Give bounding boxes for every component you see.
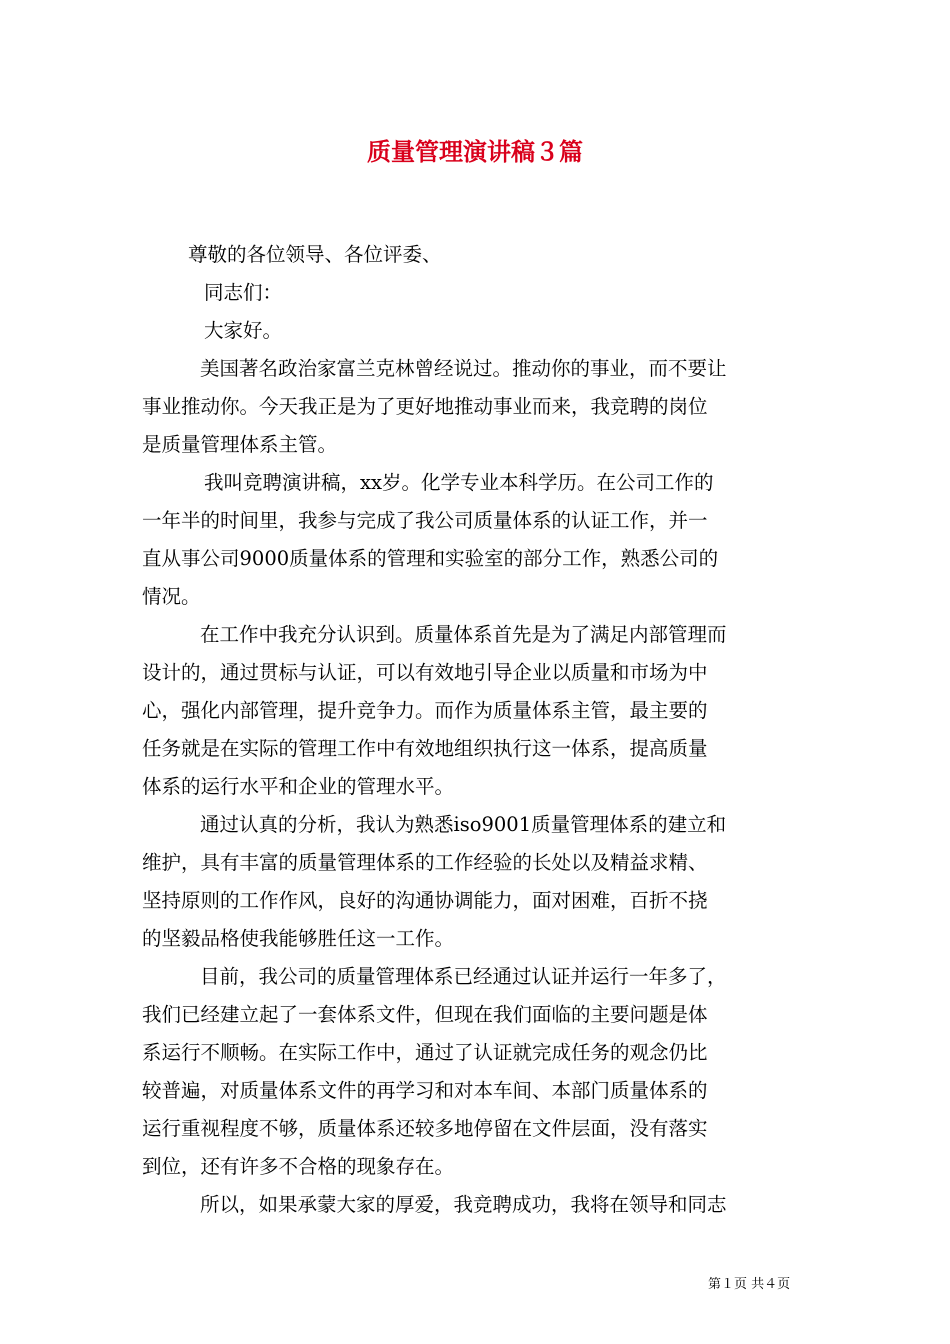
body-line: 是质量管理体系主管。 (142, 433, 338, 456)
body-line: 事业推动你。今天我正是为了更好地推动事业而来，我竞聘的岗位 (142, 395, 708, 418)
body-line: 心，强化内部管理，提升竞争力。而作为质量体系主管，最主要的 (142, 699, 708, 722)
body-line: 任务就是在实际的管理工作中有效地组织执行这一体系，提高质量 (142, 737, 708, 760)
body-line: 系运行不顺畅。在实际工作中，通过了认证就完成任务的观念仍比 (142, 1041, 708, 1064)
body-line: 同志们： (204, 281, 283, 304)
document-title: 质量管理演讲稿３篇 (367, 137, 583, 166)
body-line: 一年半的时间里，我参与完成了我公司质量体系的认证工作，并一 (142, 509, 708, 532)
body-line: 所以，如果承蒙大家的厚爱，我竞聘成功，我将在领导和同志 (200, 1193, 727, 1216)
body-line: 体系的运行水平和企业的管理水平。 (142, 775, 455, 798)
body-line: 我们已经建立起了一套体系文件，但现在我们面临的主要问题是体 (142, 1003, 708, 1026)
document-body (142, 236, 808, 1224)
body-line: 尊敬的各位领导、各位评委、 (188, 243, 442, 266)
body-line: 坚持原则的工作作风，良好的沟通协调能力，面对困难，百折不挠 (142, 889, 708, 912)
body-line: 运行重视程度不够，质量体系还较多地停留在文件层面，没有落实 (142, 1117, 708, 1140)
body-line: 的坚毅品格使我能够胜任这一工作。 (142, 927, 455, 950)
body-line: 大家好。 (204, 319, 283, 342)
body-line: 我叫竞聘演讲稿，xx岁。化学专业本科学历。在公司工作的 (204, 471, 714, 494)
body-line: 维护，具有丰富的质量管理体系的工作经验的长处以及精益求精、 (142, 851, 708, 874)
body-line: 较普遍，对质量体系文件的再学习和对本车间、本部门质量体系的 (142, 1079, 708, 1102)
body-line: 美国著名政治家富兰克林曾经说过。推动你的事业，而不要让 (200, 357, 727, 380)
body-line: 到位，还有许多不合格的现象存在。 (142, 1155, 455, 1178)
body-line: 通过认真的分析，我认为熟悉iso9001质量管理体系的建立和 (200, 813, 727, 836)
body-line: 情况。 (142, 585, 201, 608)
body-line: 在工作中我充分认识到。质量体系首先是为了满足内部管理而 (200, 623, 727, 646)
body-line: 直从事公司9000质量体系的管理和实验室的部分工作，熟悉公司的 (142, 547, 719, 570)
body-line: 目前，我公司的质量管理体系已经通过认证并运行一年多了， (200, 965, 727, 988)
page-number: 第１页 共４页 (708, 1277, 791, 1292)
body-line: 设计的，通过贯标与认证，可以有效地引导企业以质量和市场为中 (142, 661, 708, 684)
